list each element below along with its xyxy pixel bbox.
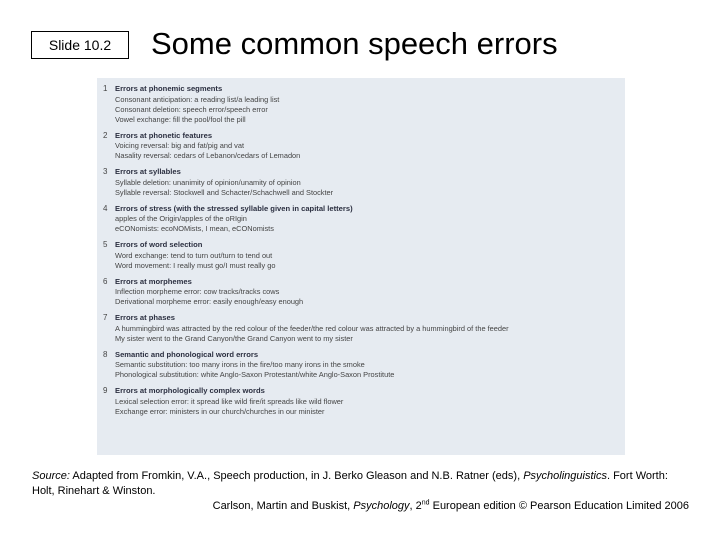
category-number: 5	[103, 240, 108, 250]
category-header	[103, 167, 619, 178]
credit-publisher: European edition © Pearson Education Limited 2006	[429, 500, 689, 512]
category-header	[103, 204, 619, 215]
category-number: 4	[103, 203, 108, 213]
source-text-after: . Fort Worth: Holt, Rinehart & Winston.	[32, 470, 668, 497]
source-reference	[32, 469, 692, 499]
category-header	[103, 240, 619, 251]
error-category	[103, 84, 619, 125]
error-category	[103, 277, 619, 308]
category-number: 1	[103, 84, 108, 93]
credit-book-title: Psychology	[353, 500, 410, 512]
category-number: 7	[103, 313, 108, 323]
copyright-credit	[32, 499, 692, 514]
error-category	[103, 167, 619, 198]
category-heading: Errors at phonemic segments	[115, 84, 223, 93]
source-citation	[32, 469, 692, 514]
error-example: Inflection morpheme error: cow tracks/tracks cows	[115, 287, 280, 297]
category-header	[103, 131, 619, 142]
category-heading: Semantic and phonological word errors	[115, 349, 259, 359]
error-category	[103, 131, 619, 162]
category-heading: Errors at phonetic features	[115, 130, 213, 140]
category-heading: Errors at morphemes	[115, 276, 192, 286]
error-example: Derivational morpheme error: easily enough/easy enough	[115, 297, 304, 307]
error-example: Consonant anticipation: a reading list/a leading list	[115, 94, 280, 104]
category-header	[103, 350, 619, 361]
slide-title: Some common speech errors	[151, 26, 558, 61]
error-example: Consonant deletion: speech error/speech error	[115, 104, 268, 114]
category-header	[103, 277, 619, 288]
error-example: Syllable deletion: unanimity of opinion/unamity of opinion	[115, 177, 301, 187]
error-category	[103, 350, 619, 381]
error-example: Word movement: I really must go/I must really go	[115, 260, 276, 270]
category-heading: Errors at syllables	[115, 167, 181, 177]
credit-authors: Carlson, Martin and Buskist,	[212, 500, 354, 512]
error-example: Word exchange: tend to turn out/turn to tend out	[115, 250, 273, 260]
category-number: 3	[103, 167, 108, 177]
error-example: apples of the Origin/apples of the oRIgin	[115, 214, 247, 224]
error-example: Phonological substitution: white Anglo-Saxon Protestant/white Anglo-Saxon Prostitute	[115, 370, 395, 380]
category-number: 2	[103, 130, 108, 140]
credit-edition-suffix: nd	[421, 499, 430, 507]
category-header	[103, 386, 619, 397]
error-example: Vowel exchange: fill the pool/fool the pill	[115, 114, 246, 124]
category-heading: Errors of stress (with the stressed syllable given in capital letters)	[115, 203, 353, 213]
category-heading: Errors at phases	[115, 313, 175, 323]
error-example: Syllable reversal: Stockwell and Schacter/Schachwell and Stockter	[115, 187, 334, 197]
error-example: Voicing reversal: big and fat/pig and vat	[115, 141, 245, 151]
error-example: Exchange error: ministers in our church/churches in our minister	[115, 406, 325, 416]
category-header	[103, 313, 619, 324]
error-example: My sister went to the Grand Canyon/the Grand Canyon went to my sister	[115, 333, 353, 343]
category-number: 6	[103, 276, 108, 286]
error-example: Nasality reversal: cedars of Lebanon/cedars of Lemadon	[115, 151, 301, 161]
error-example: A hummingbird was attracted by the red colour of the feeder/the red colour was attracted by a hummingbird of the feeder	[115, 323, 509, 333]
category-number: 8	[103, 349, 108, 359]
source-book-title: Psycholinguistics	[523, 470, 607, 482]
error-category	[103, 204, 619, 235]
error-category	[103, 313, 619, 344]
category-header	[103, 84, 619, 95]
error-category	[103, 386, 619, 417]
category-heading: Errors of word selection	[115, 240, 203, 250]
source-label: Source:	[32, 470, 70, 482]
error-example: Lexical selection error: it spread like wild fire/it spreads like wild flower	[115, 396, 344, 406]
speech-errors-table	[97, 78, 625, 455]
category-heading: Errors at morphologically complex words	[115, 386, 265, 396]
credit-edition-number: , 2	[409, 500, 422, 512]
error-category	[103, 240, 619, 271]
error-example: Semantic substitution: too many irons in the fire/too many irons in the smoke	[115, 360, 365, 370]
source-text-before: Adapted from Fromkin, V.A., Speech production, in J. Berko Gleason and N.B. Ratner (eds),	[69, 470, 524, 482]
slide-number-badge: Slide 10.2	[31, 31, 129, 59]
error-example: eCONomists: ecoNOMists, I mean, eCONomists	[115, 224, 274, 234]
category-number: 9	[103, 386, 108, 396]
